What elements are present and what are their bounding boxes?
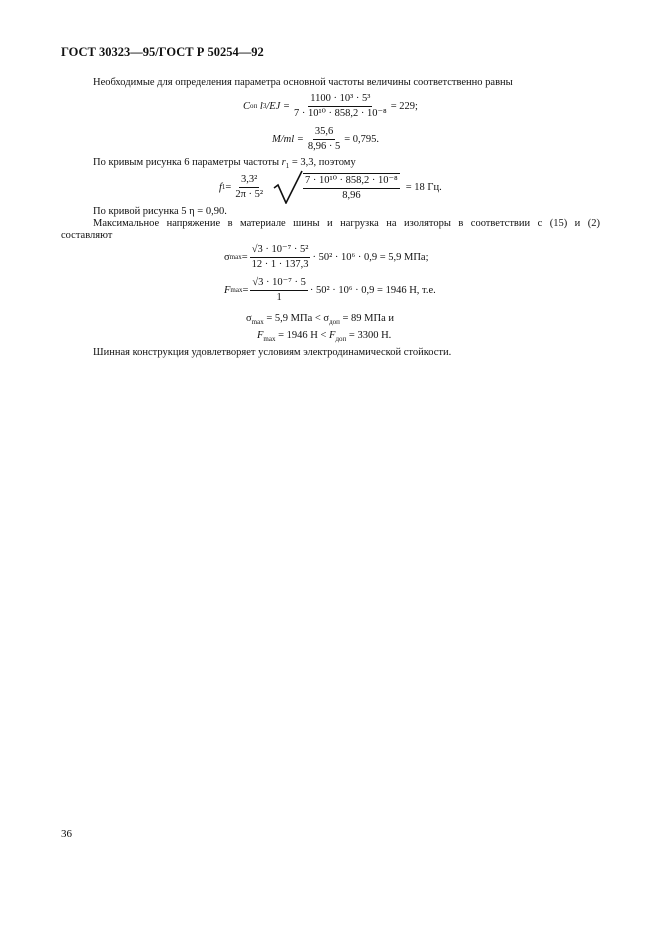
eq1-lhs-c: C xyxy=(243,100,251,112)
eq2-fraction xyxy=(306,126,342,152)
eq7-a-sub: max xyxy=(263,335,276,344)
eq4-fraction xyxy=(250,244,311,270)
eq5-eq: = xyxy=(242,284,249,296)
eq5-fraction xyxy=(250,277,307,303)
eq3-fraction xyxy=(233,174,265,200)
p2-var-sub: 1 xyxy=(285,162,290,171)
eq1-rhs: = 229; xyxy=(390,100,418,112)
eq1-denominator: 7 · 10¹⁰ · 858,2 · 10⁻⁸ xyxy=(294,107,387,119)
eq7-c-sub: доп xyxy=(335,335,347,344)
eq3-numerator: 3,3² xyxy=(239,174,259,188)
eq3-root-denominator: 8,96 xyxy=(342,189,361,201)
equation-c-op: C оп l 3 /EJ = $\frac{\text{1100 · 10³ · 5³}}{\text{7 · 10¹⁰ · 858,2 · 10⁻⁸}}$ = 229; xyxy=(243,93,418,119)
paragraph-curves-6 xyxy=(93,157,356,171)
paragraph-intro: Необходимые для определения параметра основной частоты величины соответственно равны xyxy=(93,77,513,88)
radical-sign-icon xyxy=(273,170,303,204)
page-number: 36 xyxy=(61,828,72,840)
eq6-c: = 89 МПа и xyxy=(342,313,395,324)
paragraph-curve-5: По кривой рисунка 5 η = 0,90. xyxy=(93,206,227,217)
eq3-rhs: = 18 Гц. xyxy=(405,181,442,193)
equation-sigma-compare xyxy=(246,313,395,327)
eq5-rhs: · 50² · 10⁶ · 0,9 = 1946 Н, т.е. xyxy=(309,284,436,296)
p2-text-b: = 3,3, поэтому xyxy=(291,157,356,168)
eq3-eq: = xyxy=(225,181,232,193)
eq2-numerator: 35,6 xyxy=(313,126,335,140)
eq1-numerator: 1100 · 10³ · 5³ xyxy=(308,93,372,107)
eq4-numerator: √3 · 10⁻⁷ · 5² xyxy=(250,244,311,258)
eq5-denominator: 1 xyxy=(276,291,282,303)
equation-sigma-max: σ max = $\frac{\text{√3 · 10⁻⁷ · 5²}}{12 \cdot 1 \cdot 137,3}$ · 50² · 10⁶ · 0,9 = 5,9 МПа; xyxy=(224,244,429,270)
paragraph-max-stress-line2: составляют xyxy=(61,230,113,241)
equation-m-ml xyxy=(272,126,379,152)
eq5-numerator: √3 · 10⁻⁷ · 5 xyxy=(250,277,307,291)
equation-f-max: F max = $\frac{\text{√3 · 10⁻⁷ · 5}}{1}$ · 50² · 10⁶ · 0,9 = 1946 Н, т.е. xyxy=(224,277,436,303)
eq4-eq: = xyxy=(241,251,248,263)
eq6-b-sub: доп xyxy=(329,318,340,327)
equation-f-compare xyxy=(257,330,392,344)
eq3-lhs: f xyxy=(219,181,222,193)
eq5-lhs: F xyxy=(224,284,231,296)
eq6-b: = 5,9 МПа < σ xyxy=(266,313,330,324)
eq4-denominator: 12 · 1 · 137,3 xyxy=(251,258,309,270)
eq3-root-numerator: 7 · 10¹⁰ · 858,2 · 10⁻⁸ xyxy=(303,175,400,189)
equation-f1: f 1 = $\frac{\text{3,3²}}{\text{2π · 5²}}$ $\frac{\text{7 · 10¹⁰ · 858,2 · 10⁻⁸}}{8,96}$ = 18 Гц. xyxy=(219,170,442,204)
eq7-c: F xyxy=(329,330,336,341)
eq2-rhs: = 0,795. xyxy=(344,133,380,145)
eq4-lhs: σ xyxy=(224,251,230,263)
eq1-lhs-l: l xyxy=(259,100,263,112)
eq2-denominator: 8,96 · 5 xyxy=(307,140,341,152)
eq6-a-sub: max xyxy=(251,318,264,327)
eq3-square-root xyxy=(273,170,402,204)
p2-text-a: По кривым рисунка 6 параметры частоты xyxy=(93,157,280,168)
page-header: ГОСТ 30323—95/ГОСТ Р 50254—92 xyxy=(61,45,264,59)
p2-var: r xyxy=(281,157,286,168)
eq7-d: = 3300 Н. xyxy=(348,330,392,341)
eq6-a: σ xyxy=(246,313,252,324)
eq3-root-fraction xyxy=(303,173,400,201)
eq7-b: = 1946 Н < xyxy=(278,330,327,341)
eq1-fraction xyxy=(292,93,389,119)
eq4-rhs: · 50² · 10⁶ · 0,9 = 5,9 МПа; xyxy=(312,251,429,263)
eq7-a: F xyxy=(257,330,264,341)
paragraph-max-stress-line1: Максимальное напряжение в материале шины и нагрузка на изоляторы в соответствии с (15) и (2) xyxy=(93,218,600,229)
eq1-lhs-rest: /EJ = xyxy=(266,100,291,112)
paragraph-conclusion: Шинная конструкция удовлетворяет условиям электродинамической стойкости. xyxy=(93,347,452,358)
eq3-denominator: 2π · 5² xyxy=(235,188,264,200)
eq2-lhs: M/ml = xyxy=(272,133,304,145)
